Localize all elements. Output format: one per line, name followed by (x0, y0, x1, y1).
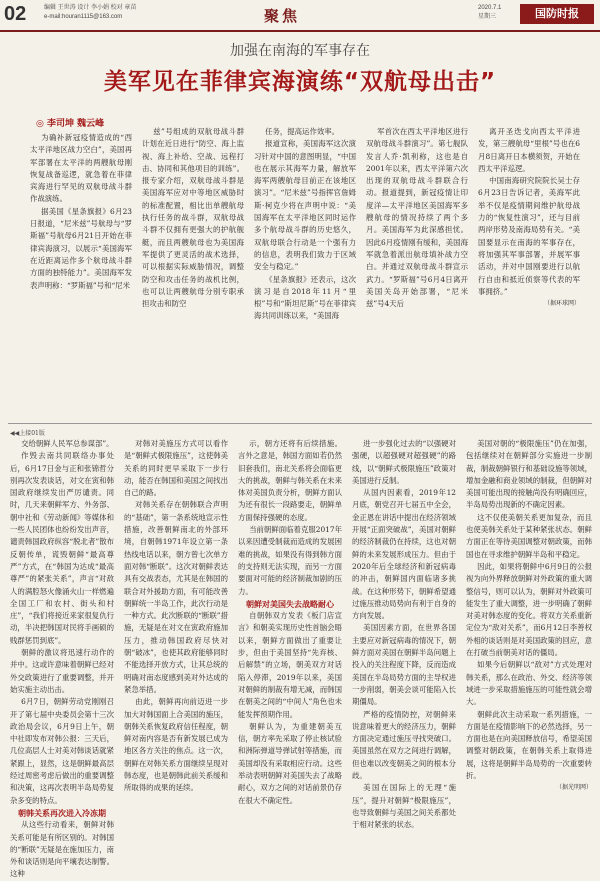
lower-column-3-tail (238, 610, 342, 807)
paragraph: 严格的疫情防控，对朝鲜来说意味着更大的经济压力，朝鲜方面决定通过施压寻找突破口。美国虽然在双方之间进行调解，但也难以改变朝美之间的根本分歧。 (352, 709, 456, 781)
subheading-2: 朝鲜对美国失去战略耐心 (246, 598, 334, 609)
masthead-logo: 国防时报 (520, 4, 594, 24)
paragraph: 《星条旗报》还表示，这次演习是自2018年11月“里根”号和“斯坦尼斯”号在菲律宾海共同训练以来，“美国海 (254, 274, 356, 321)
date-info (478, 4, 501, 22)
section-divider (8, 423, 592, 424)
source-note: （据环球网） (543, 300, 580, 308)
article-column-1 (30, 132, 132, 416)
lower-column-5-body (466, 438, 592, 782)
weekday-line: 星期三 (478, 14, 497, 20)
lower-column-2 (124, 438, 228, 822)
date-line: 2020.7.1 (478, 5, 502, 11)
paragraph: 朝鲜的激议将迅速行动作的并中。这或许意味着朝鲜已经对外交政策进行了重要调整，并开始实施主动出击。 (10, 648, 114, 694)
paragraph: 从国内因素看，2019年12月底，朝党召开七届五中全会，金正恩在讲话中提出在经济领域开展“正面突破战”，美国对朝鲜的经济制裁仍在持续，这也对朝鲜的未来发展形成压力。但由于2020年后全球经济和新冠病毒的冲击，朝鲜国内面临诸多挑战。在这种形势下，朝鲜希望通过施压推动局势向有利于自身的方向发展。 (352, 488, 456, 621)
paragraph: 作毁去南共同联络办事处后，6月17日金与正和张锦哲分别再次发表谈话，对文在寅和韩国政府继续发出严厉谴责。同时，几天来朝鲜军方、外务部、朝中社和《劳动新闻》等媒体和一些人民团体也纷纷发出声音，谴责韩国政府纵容“脱北者”散布反朝传单，谎毁朝鲜“最高尊严”方式，在“韩国为达成“最高尊严”的紧张关系”，声言“对敌人的满腔怒火像涌火山一样燃遍全国工厂和农村、街头和村庄”，“我们将接近来家很复仇行动，半决把韩国对民将手画硕的贱群惩罚到底”。 (10, 451, 114, 645)
page-header (0, 0, 600, 32)
article-column-2 (142, 126, 244, 416)
article-column-4 (366, 126, 468, 416)
paragraph: 由此，朝鲜再向前迈进一步加大对韩国面上合美国的施压，朝韩关系恢复政府信任程度，朝鲜对南内容是否有新发展已成为地区各方关注的焦点。这一次，朝鲜在对韩关系方面继续呈现对韩态度，也是朝韩此前关系缓和所取得的成果的延续。 (124, 697, 228, 793)
lower-column-3 (238, 438, 342, 822)
lower-column-5 (466, 438, 592, 822)
byline: ◎ 李司坤 魏云峰 (36, 119, 105, 129)
paragraph: 离开圣迭戈向西太平洋进发，第三艘航母“里根”号也在6月8日离开日本横须贺，开始在西太平洋巡逻。 (478, 127, 580, 173)
page-number: 02 (4, 3, 27, 25)
paragraph: 据美国《星条旗报》6月23日报道，“尼米兹”号航母与“罗斯福”号航母6月21日开始在菲律宾海演习，以展示“美国海军在近距离运作多个航母战斗群方面的独特能力”。美国海军发表声明称：“罗斯福”号和“尼米 (30, 206, 132, 290)
paragraph: 对韩关系存在朝韩联合声明的“基础”，第一条系统地宣示性措施，改善朝鲜南北的外部环境，自朝韩1971年设立第一条热线电话以来，朝方曾七次单方面对韩“断联”。这次对朝鲜表达具有交战表态，尤其是在韩国的联合对外援助方面，有可能改善朝鲜统一半岛工作，此次行动是一种方式。此次断联的“断联”措施，无疑是在对文在寅政府施加压力，推动韩国政府尽快对朝“破冰”，也使其政府能够同时不能选择开放方式，让其总统的明确对南态度感到美对外达成的紧急举措。 (124, 500, 228, 694)
article-column-3 (254, 126, 356, 416)
paragraph: 朝鲜此次主动采取一系列措施，一方面是在疫情影响下的必然选择，另一方面也是在向美国释放信号，希望美国调整对朝政策，在朝韩关系上取得进展，这将是朝鲜半岛局势的一次重要转折。 (466, 709, 592, 781)
paragraph: 美国因素方面，在世界各国主要应对新冠病毒的情况下，朝鲜方面对美国在朝鲜半岛问题上投入的关注程度下降，反而造成美国在半岛局势方面的主导权进一步削弱，朝美会谈可能陷入长期僵局。 (352, 623, 456, 707)
paragraph: 当前朝鲜面临着克服2017年以来因遭受制裁而造成的发展困难的挑战，如果没有得到韩方面的支持则无法实现，而另一方面要面对可能的经济制裁加剧的压力。 (238, 525, 342, 596)
lower-column-1-body (10, 438, 114, 807)
source-note-2: （据光明网） (555, 784, 592, 792)
paragraph: 进一步强化过去的“以强硬对强硬，以超强硬对超强硬”的路线，以“朝鲜式极限施压”政策对美国进行反制。 (352, 439, 456, 485)
paragraph: 报道宣称，美国海军这次演习针对中国的意图明显，“中国也在展示其海军力量，解放军海军两艘航母目前正在该地区演习”。“尼米兹”号指挥官詹姆斯·柯克少将在声明中说：“美国海军在太平洋地区同时运作多个航母战斗群的历史悠久，双航母联合行动是一个强有力的信息，表明我们致力于区域安全与稳定。” (254, 139, 356, 272)
paragraph: 交给朝鲜人民军总参谋部”。 (21, 439, 114, 448)
paragraph: 因此，如果将朝鲜中6月9日的公报视为向外界释放朝鲜对外政策的重大调整信号，则可以认为，朝鲜对外政策可能发生了重大调整，进一步明确了朝鲜对美对韩态度的变化。将双方关系重新定位为“敌对关系”，而6月12日李善权外相的谈话则是对美国政策的回应，意在打破当前朝美对话的僵局。 (466, 561, 592, 658)
paragraph: 6月7日，朝鲜劳动党刚刚召开了第七届中央委员会第十三次政治局会议，6月9日上午，朝中社即发布对韩公报：三天后，几位高层人士对美对韩谈话就紧紧跟上，显然，这是朝鲜最高层经过周密考虑后做出的重要调整和决策，这再次表明半岛局势复杂多变的特点。 (10, 697, 114, 805)
paragraph: 任务，提高运作效率。 (265, 127, 340, 136)
lower-column-1 (10, 438, 114, 879)
paragraph: 自朝韩双方发表《板门店宣言》和朝美实现历史性首脑会晤以来，朝鲜方面做出了重要让步，但由于美国坚持“先弃核、后解禁”的立场，朝美双方对话陷入停滞，2019年以来，美国对朝鲜的制裁有增无减，而韩国在朝美之间的“中间人”角色也未能发挥预期作用。 (238, 611, 342, 719)
lower-column-1-tail (10, 819, 114, 880)
paragraph: 如果今后朝鲜以“敌对”方式处理对韩关系，那么在政治、外交、经济等领域进一步采取措施施压的可能性就会增大。 (466, 660, 592, 707)
paragraph: 美国对朝的“极限施压”仍在加强，包括继续对在朝鲜部分实施进一步制裁，制裁朝鲜银行和基础设施等领域，增加金融和商业领域的制裁，但朝鲜对美国可能出现的接触尚没有明确回应，半岛局势出现新的不确定因素。 (466, 439, 592, 510)
paragraph: 从这些行动看来，朝鲜对韩关系可能是有所区别的。对韩国的“断联”无疑是在施加压力，南外和谈话则是向平壤表达制警。这种 (10, 820, 114, 879)
paragraph: 军首次在西太平洋地区进行双航母战斗群演习”。第七舰队发言人乔·凯利称，这也是自2001年以来，西太平洋第六次出现的双航母战斗群联合行动。报道提到，新冠疫情让印度洋—太平洋地区美国海军多艘航母的情况持续了两个多月。美国海军为此深感担忧。因此6月疫情刚有缓和，美国海军就急着派出航母填补战力空白。并通过双航母战斗群宣示武力。“罗斯福”号6月4日离开美国关岛开始部署，“尼米兹”号4天后 (366, 127, 468, 309)
paragraph: 对韩对美施压方式可以看作是“朝鲜式极限施压”，这使韩美关系的同时更早采取下一步行动，能否在韩国和美国之间找出自己的路。 (124, 439, 228, 498)
article-subtitle: 加强在南海的军事存在 (230, 43, 370, 59)
paragraph: 为确补新冠疫情造成的“西太平洋地区战力空白”，美国再军部署在太平洋的两艘航母刚恢复战备巡逻，就急着在菲律宾海进行罕见的双航母战斗群作战演练。 (30, 133, 132, 204)
paragraph: 兹”号组成的双航母战斗群计划在近日进行“防空、海上监视、海上补给、空战、远程打击、协同和其他项目的训练”。报专家介绍，双航母战斗群是美国海军应对中等地区威胁时的标准配置，相比出单艘航母执行任务的战斗群，双航母战斗群不仅拥有更强大的护航舰艇，而且两艘航母也为美国海军提供了更灵活的战术选择，可以根据实际威胁情况，调整防空和攻击任务的战机比例，也可以让两艘航母分别专职承担攻击和防空 (142, 127, 244, 309)
article-title: 美军见在菲律宾海演练“双航母出击” (103, 69, 497, 95)
lower-column-3-body (238, 438, 342, 598)
editor-line: 编辑 王世涛 设计 李小娟 校对 章苗 (44, 5, 137, 11)
paragraph: 中国南海研究院院长吴士存6月23日告诉记者，美海军此举不仅是疫情期间维护航母战力的“恢复性演习”，还与目前两岸形势及南海局势有关。“美国要显示在南海的军事存在，将加强其军事部署，并展军事活动，并对中国刚要进行以航行自由和抵近侦察等代表的军事拥挤。” (478, 176, 580, 296)
article-column-5-body (478, 126, 580, 298)
paragraph: 朝鲜认为，为重建朝美互信，朝方率先采取了停止核试验和洲际弹道导弹试射等措施，而美国却没有采取相应行动。这些举动表明朝鲜对美国失去了战略耐心，双方之间的对话前景仍存在很大不确定性。 (238, 721, 342, 805)
subheading-1: 朝韩关系再次进入冷冻期 (18, 807, 106, 818)
paragraph: 美国在国际上的无理“施压”，提升对朝鲜“极限施压”，也导致朝鲜与美国之间关系都处于相对紧张的状态。 (352, 783, 456, 830)
email-line: e-mail:houran1115@163.com (44, 14, 123, 20)
paragraph: 示，朝方还将有后续措施。言外之意是，韩国方面如若仍然旧套我们，南北关系将会面临更大的挑战，朝鲜与韩关系在未来体对美国负责分析，朝鲜方面认为还有很长一段路要走，朝鲜单方面保持强硬的态度。 (238, 439, 342, 522)
section-title: 聚焦 (264, 7, 301, 25)
article-column-5 (478, 126, 580, 416)
paragraph: 这不仅使美朝关系更加复杂，而且也使美韩关系处于某种紧张状态。朝鲜方面正在等待美国调整对朝政策，而韩国也在寻求维护朝鲜半岛和平稳定。 (466, 512, 592, 559)
continued-tag: ◀◀上接01版 (10, 430, 45, 437)
editor-info (44, 4, 136, 22)
lower-column-4 (352, 438, 456, 830)
